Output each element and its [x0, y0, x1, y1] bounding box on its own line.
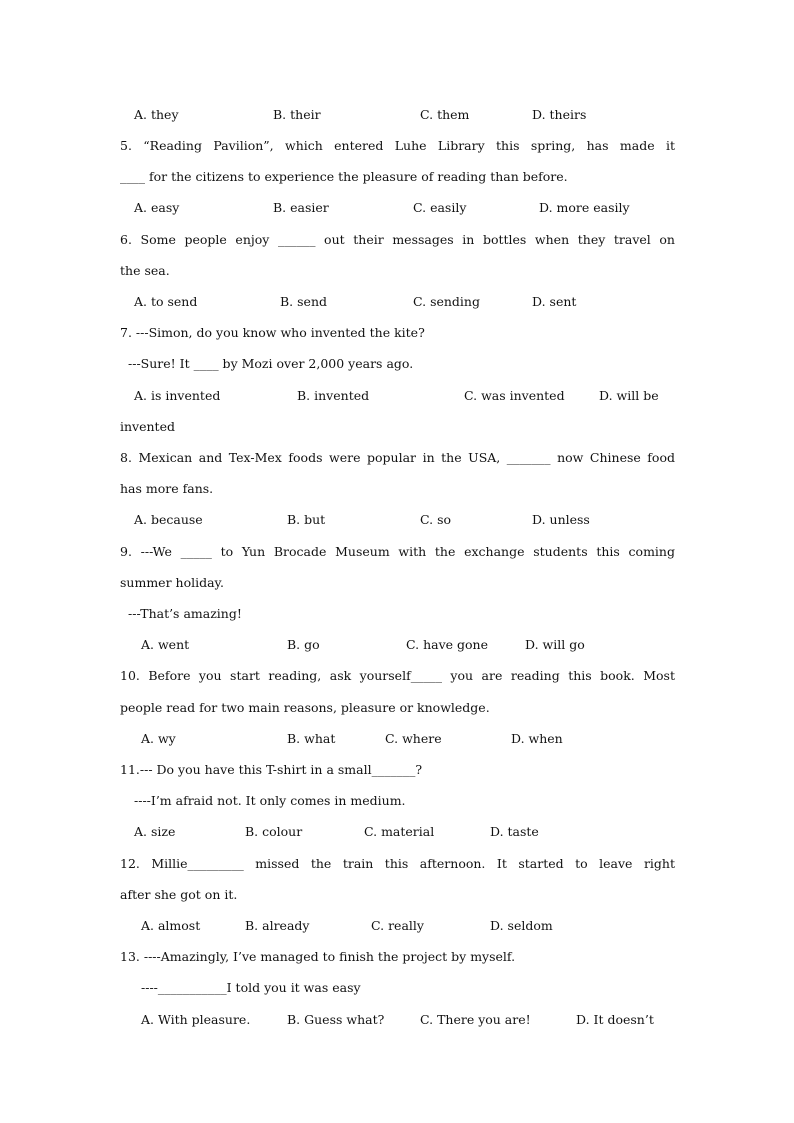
q11-stem-line2: ----I’m afraid not. It only comes in medium. — [134, 793, 406, 808]
q11-option-c: C. material — [364, 824, 435, 839]
q8-option-d: D. unless — [532, 512, 590, 527]
q7-option-d-wrap: invented — [120, 419, 175, 434]
q9-option-d: D. will go — [525, 637, 585, 652]
q4-option-c: C. them — [420, 107, 470, 122]
q9-stem-line1: 9. ---We _____ to Yun Brocade Museum with the exchange students this coming — [120, 544, 675, 559]
q7-option-b: B. invented — [297, 388, 370, 403]
q12-option-c: C. really — [371, 918, 424, 933]
q6-option-c: C. sending — [413, 294, 480, 309]
q7-stem-line1: 7. ---Simon, do you know who invented the kite? — [120, 325, 425, 340]
q7-stem-line2: ---Sure! It ____ by Mozi over 2,000 years ago. — [128, 356, 414, 371]
q4-option-b: B. their — [273, 107, 321, 122]
q5-option-c: C. easily — [413, 200, 467, 215]
q7-option-d: D. will be — [599, 388, 659, 403]
q13-option-c: C. There you are! — [420, 1012, 531, 1027]
q13-option-a: A. With pleasure. — [141, 1012, 251, 1027]
q10-stem-line2: people read for two main reasons, pleasure or knowledge. — [120, 700, 490, 715]
q12-stem-line2: after she got on it. — [120, 887, 238, 902]
q9-option-b: B. go — [287, 637, 320, 652]
q11-stem-line1: 11.--- Do you have this T-shirt in a small_______? — [120, 762, 423, 777]
q13-stem-line1: 13. ----Amazingly, I’ve managed to finish the project by myself. — [120, 949, 516, 964]
q8-stem-line1: 8. Mexican and Tex-Mex foods were popular in the USA, _______ now Chinese food — [120, 450, 675, 465]
q4-option-d: D. theirs — [532, 107, 587, 122]
q8-option-a: A. because — [134, 512, 203, 527]
q13-option-b: B. Guess what? — [287, 1012, 385, 1027]
q8-stem-line2: has more fans. — [120, 481, 214, 496]
q13-option-d: D. It doesn’t — [576, 1012, 654, 1027]
q6-option-b: B. send — [280, 294, 327, 309]
q6-stem-line1: 6. Some people enjoy ______ out their messages in bottles when they travel on — [120, 232, 675, 247]
q9-stem-line2: summer holiday. — [120, 575, 224, 590]
q10-option-d: D. when — [511, 731, 563, 746]
q12-stem-line1: 12. Millie_________ missed the train this afternoon. It started to leave right — [120, 856, 675, 871]
q13-stem-line2: ----___________I told you it was easy — [141, 980, 361, 995]
q6-option-d: D. sent — [532, 294, 577, 309]
q11-option-a: A. size — [134, 824, 176, 839]
q10-option-c: C. where — [385, 731, 442, 746]
q5-option-d: D. more easily — [539, 200, 630, 215]
q12-option-a: A. almost — [141, 918, 201, 933]
q7-option-c: C. was invented — [464, 388, 565, 403]
q7-option-a: A. is invented — [134, 388, 221, 403]
q6-option-a: A. to send — [134, 294, 198, 309]
q9-option-c: C. have gone — [406, 637, 488, 652]
q5-option-a: A. easy — [134, 200, 180, 215]
q9-option-a: A. went — [141, 637, 190, 652]
q8-option-c: C. so — [420, 512, 452, 527]
q8-option-b: B. but — [287, 512, 326, 527]
q10-stem-line1: 10. Before you start reading, ask yourself_____ you are reading this book. Most — [120, 668, 675, 683]
q11-option-d: D. taste — [490, 824, 539, 839]
q12-option-d: D. seldom — [490, 918, 553, 933]
q5-stem-line1: 5. “Reading Pavilion”, which entered Luhe Library this spring, has made it — [120, 138, 675, 153]
q5-stem-line2: ____ for the citizens to experience the pleasure of reading than before. — [120, 169, 568, 184]
q5-option-b: B. easier — [273, 200, 329, 215]
q9-stem-line3: ---That’s amazing! — [128, 606, 242, 621]
q10-option-a: A. wy — [141, 731, 176, 746]
q6-stem-line2: the sea. — [120, 263, 170, 278]
q11-option-b: B. colour — [245, 824, 303, 839]
q10-option-b: B. what — [287, 731, 336, 746]
q12-option-b: B. already — [245, 918, 310, 933]
q4-option-a: A. they — [134, 107, 179, 122]
